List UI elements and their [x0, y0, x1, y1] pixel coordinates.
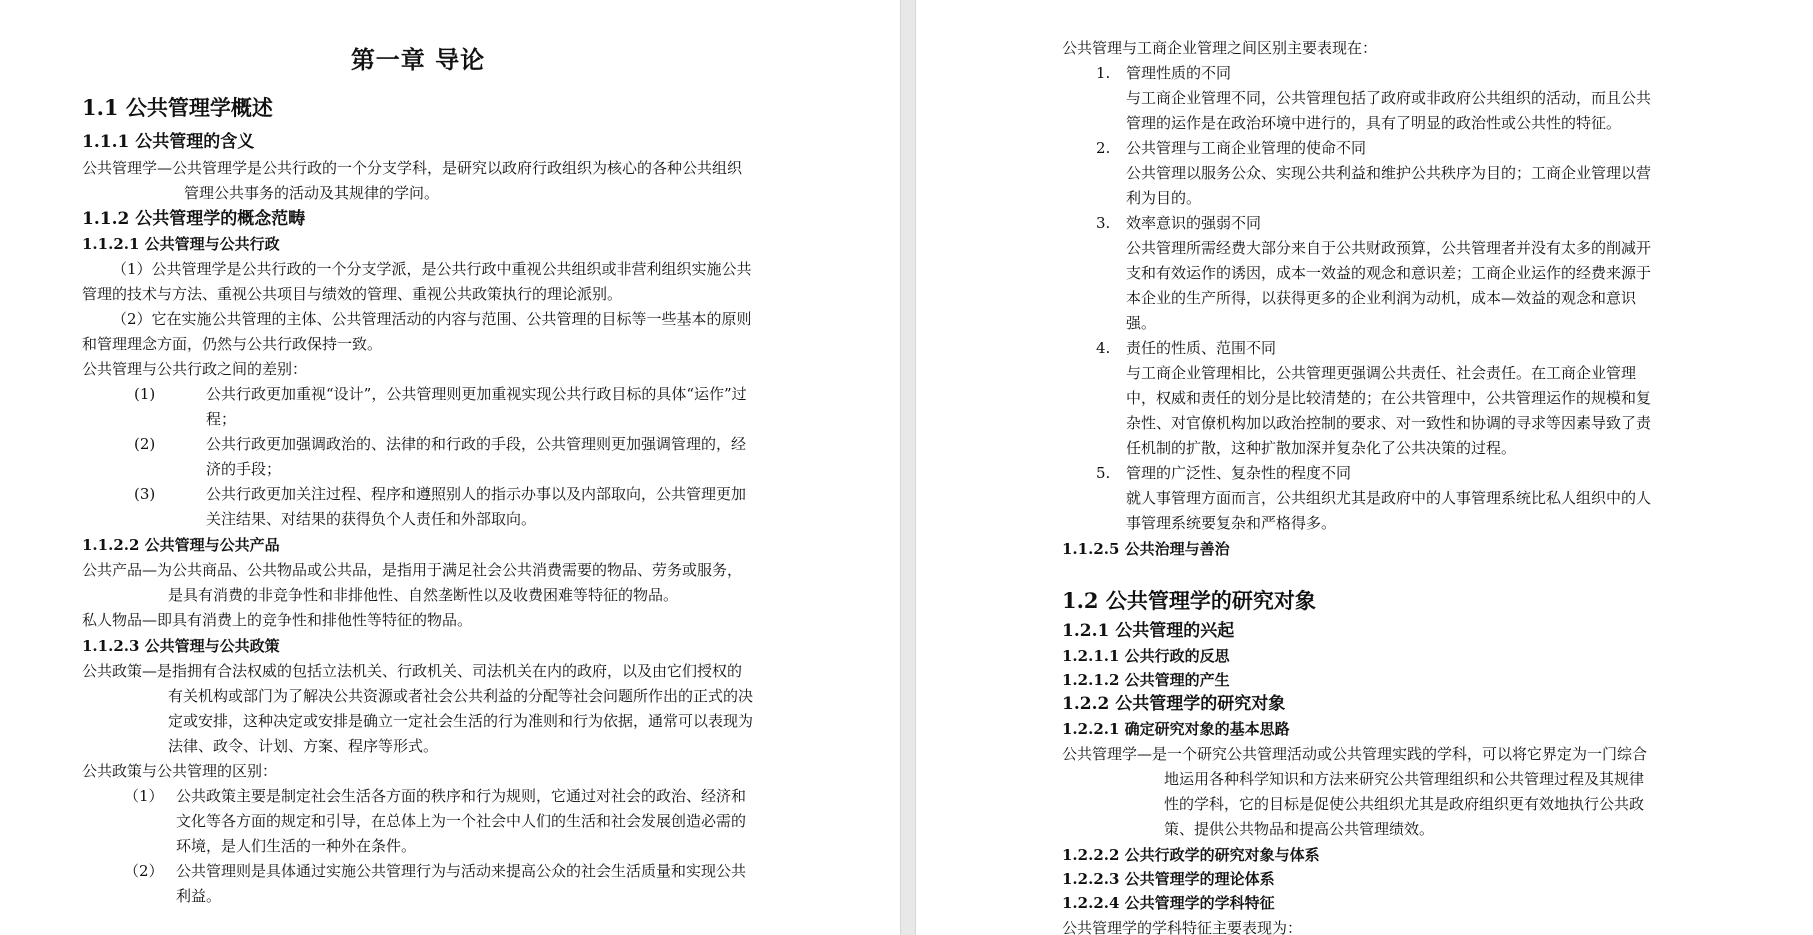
- difference-number: (3): [134, 485, 156, 503]
- section-1-2-2-2-heading: 1.2.2.2 公共行政学的研究对象与体系: [1062, 846, 1320, 864]
- page-gutter: [900, 0, 916, 935]
- difference-section: [1062, 61, 1652, 136]
- section-1-2-1-1-heading: 1.2.1.1 公共行政的反思: [1062, 647, 1230, 665]
- difference-section-number: 4.: [1096, 339, 1111, 357]
- difference-section-title: 公共管理与工商企业管理的使命不同: [1126, 139, 1367, 157]
- policy-difference-text: 公共政策主要是制定社会生活各方面的秩序和行为规则，它通过对社会的政治、经济和文化等各方面的规定和引导，在总体上为一个社会中人们的生活和社会发展创造必需的环境，是人们生活的一种外在条件。: [176, 787, 747, 855]
- difference-text: 公共行政更加强调政治的、法律的和行政的手段，公共管理则更加强调管理的，经济的手段；: [206, 435, 747, 478]
- difference-section-body: 公共管理以服务公众、实现公共利益和维护公共秩序为目的；工商企业管理以营利为目的。: [1126, 164, 1652, 207]
- right-page: [916, 0, 1813, 935]
- section-1-1-2-heading: 1.1.2 公共管理学的概念范畴: [82, 209, 306, 229]
- right-page-content: [1062, 0, 1652, 935]
- policy-difference-number: （2）: [124, 862, 164, 880]
- public-goods-definition: 公共产品—为公共商品、公共物品或公共品，是指用于满足社会公共消费需要的物品、劳务或服务，是具有消费的非竞争性和非排他性、自然垄断性以及收费困难等特征的物品。: [82, 561, 743, 604]
- section-1-1-2-1-heading: 1.1.2.1 公共管理与公共行政: [82, 235, 280, 253]
- difference-number: (2): [134, 435, 156, 453]
- policy-difference-item: [82, 859, 754, 909]
- section-1-2-2-3-heading: 1.2.2.3 公共管理学的理论体系: [1062, 870, 1275, 888]
- private-goods-definition: 私人物品—即具有消费上的竞争性和排他性等特征的物品。: [82, 611, 473, 629]
- policy-difference-number: （1）: [124, 787, 164, 805]
- chapter-title: 第一章 导论: [350, 45, 486, 74]
- difference-section: [1062, 136, 1652, 211]
- difference-section-number: 2.: [1096, 139, 1111, 157]
- section-1-2-heading: 1.2 公共管理学的研究对象: [1062, 588, 1316, 613]
- difference-section-number: 3.: [1096, 214, 1111, 232]
- section-1-2-2-1-heading: 1.2.2.1 确定研究对象的基本思路: [1062, 720, 1290, 738]
- public-management-definition: 公共管理学—公共管理学是公共行政的一个分支学科，是研究以政府行政组织为核心的各种公共组织管理公共事务的活动及其规律的学问。: [82, 159, 743, 202]
- paragraph-1: （1）公共管理学是公共行政的一个分支学派，是公共行政中重视公共组织或非营利组织实施公共管理的技术与方法、重视公共项目与绩效的管理、重视公共政策执行的理论派别。: [82, 260, 752, 303]
- section-1-1-2-3-heading: 1.1.2.3 公共管理与公共政策: [82, 637, 280, 655]
- section-1-1-2-5-heading: 1.1.2.5 公共治理与善治: [1062, 540, 1230, 558]
- section-1-2-1-2-heading: 1.2.1.2 公共管理的产生: [1062, 671, 1230, 689]
- section-1-2-2-heading: 1.2.2 公共管理学的研究对象: [1062, 694, 1286, 714]
- left-page-content: [82, 0, 754, 909]
- discipline-definition: 公共管理学—是一个研究公共管理活动或公共管理实践的学科，可以将它界定为一门综合地运用各种科学知识和方法来研究公共管理组织和公共管理过程及其规律性的学科，它的目标是促使公共组织尤其是政府组织更有效地执行公共政策、提供公共物品和提高公共管理绩效。: [1062, 745, 1648, 838]
- difference-item: [82, 432, 754, 482]
- difference-section-body: 与工商企业管理不同，公共管理包括了政府或非政府公共组织的活动，而且公共管理的运作是在政治环境中进行的，具有了明显的政治性或公共性的特征。: [1126, 89, 1652, 132]
- policy-difference-item: [82, 784, 754, 859]
- difference-section-body: 就人事管理方面而言，公共组织尤其是政府中的人事管理系统比私人组织中的人事管理系统要复杂和严格得多。: [1126, 489, 1652, 532]
- difference-section: [1062, 336, 1652, 461]
- section-1-2-1-heading: 1.2.1 公共管理的兴起: [1062, 621, 1235, 641]
- paragraph-2: （2）它在实施公共管理的主体、公共管理活动的内容与范围、公共管理的目标等一些基本的原则和管理理念方面，仍然与公共行政保持一致。: [82, 310, 752, 353]
- difference-number: (1): [134, 385, 156, 403]
- difference-section-number: 5.: [1096, 464, 1111, 482]
- section-1-1-heading: 1.1 公共管理学概述: [82, 95, 273, 120]
- difference-section-title: 责任的性质、范围不同: [1126, 339, 1277, 357]
- policy-difference-text: 公共管理则是具体通过实施公共管理行为与活动来提高公众的社会生活质量和实现公共利益。: [176, 862, 747, 905]
- public-policy-definition: 公共政策—是指拥有合法权威的包括立法机关、行政机关、司法机关在内的政府，以及由它们授权的有关机构或部门为了解决公共资源或者社会公共利益的分配等社会问题所作出的正式的决定或安排，这种决定或安排是确立一定社会生活的行为准则和行为依据，通常可以表现为法律、政令、计划、方案、程序等形式。: [82, 662, 754, 755]
- features-intro: 公共管理学的学科特征主要表现为：: [1062, 919, 1303, 935]
- difference-item: [82, 382, 754, 432]
- difference-section-title: 效率意识的强弱不同: [1126, 214, 1262, 232]
- section-1-1-2-2-heading: 1.1.2.2 公共管理与公共产品: [82, 536, 280, 554]
- differences-title: 公共管理与公共行政之间的差别：: [82, 360, 308, 378]
- difference-section: [1062, 461, 1652, 536]
- difference-text: 公共行政更加关注过程、程序和遵照别人的指示办事以及内部取向，公共管理更加关注结果、对结果的获得负个人责任和外部取向。: [206, 485, 747, 528]
- difference-section-body: 与工商企业管理相比，公共管理更强调公共责任、社会责任。在工商企业管理中，权威和责任的划分是比较清楚的；在公共管理中，公共管理运作的规模和复杂性、对官僚机构加以政治控制的要求、对一致性和协调的寻求等因素导致了责任机制的扩散，这种扩散加深并复杂化了公共决策的过程。: [1126, 364, 1652, 457]
- policy-differences-title: 公共政策与公共管理的区别：: [82, 762, 278, 780]
- left-page: [0, 0, 900, 935]
- difference-text: 公共行政更加重视“设计”，公共管理则更加重视实现公共行政目标的具体“运作”过程；: [206, 385, 747, 428]
- difference-item: [82, 482, 754, 532]
- difference-section: [1062, 211, 1652, 336]
- difference-section-body: 公共管理所需经费大部分来自于公共财政预算，公共管理者并没有太多的削减开支和有效运作的诱因，成本一效益的观念和意识差；工商企业运作的经费来源于本企业的生产所得，以获得更多的企业利润为动机，成本—效益的观念和意识强。: [1126, 239, 1652, 332]
- difference-section-number: 1.: [1096, 64, 1111, 82]
- differences-intro: 公共管理与工商企业管理之间区别主要表现在：: [1062, 39, 1378, 57]
- difference-section-title: 管理的广泛性、复杂性的程度不同: [1126, 464, 1352, 482]
- difference-section-title: 管理性质的不同: [1126, 64, 1232, 82]
- section-1-1-1-heading: 1.1.1 公共管理的含义: [82, 132, 255, 152]
- section-1-2-2-4-heading: 1.2.2.4 公共管理学的学科特征: [1062, 894, 1275, 912]
